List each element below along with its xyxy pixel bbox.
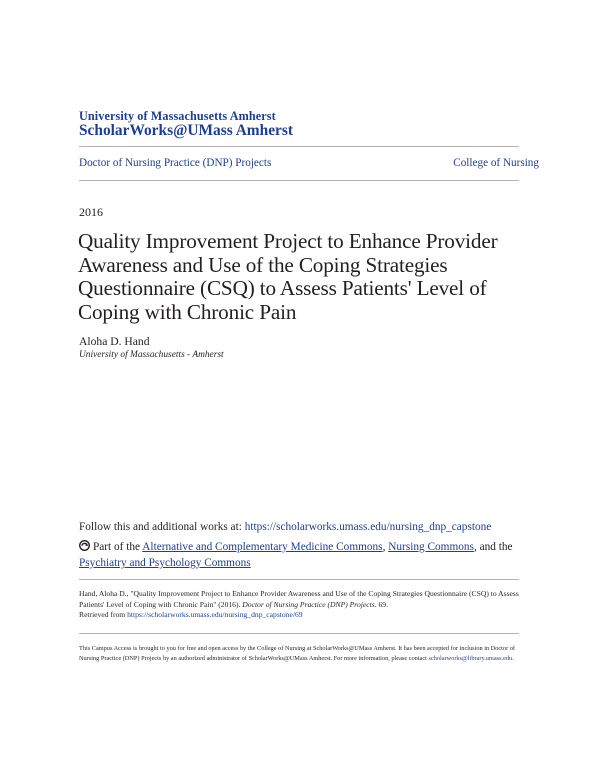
part-of-commons [79,539,529,571]
repository-name[interactable]: ScholarWorks@UMass Amherst [79,122,293,139]
divider-nav [79,180,519,181]
part-of-prefix: Part of the [93,541,143,553]
divider-citation [79,579,519,580]
publication-year: 2016 [79,205,103,219]
separator-comma: , [382,541,389,553]
notice-end: . [512,655,514,663]
follow-line [79,521,491,533]
retrieved-url-link[interactable]: https://scholarworks.umass.edu/nursing_dnp_capstone/69 [127,610,303,620]
commons-link-psychiatry[interactable]: Psychiatry and Psychology Commons [79,557,251,569]
series-link[interactable]: Doctor of Nursing Practice (DNP) Projects [79,157,272,169]
citation-number: . 69. [374,599,388,609]
follow-url-link[interactable]: https://scholarworks.umass.edu/nursing_dnp_capstone [244,521,492,533]
separator-and: , and the [473,541,513,553]
author-affiliation: University of Massachusetts - Amherst [79,350,224,360]
recommended-citation [79,589,529,621]
citation-text: Hand, Aloha D., "Quality Improvement Project to Enhance Provider Awareness and Use of the Coping Strategies Questionnaire (CSQ) to Assess Patients' Level of Coping with Chronic Pain" (2016). [79,589,519,609]
citation-series: Doctor of Nursing Practice (DNP) Projects [242,599,375,609]
follow-prefix: Follow this and additional works at: [79,521,245,533]
open-access-icon [79,540,90,551]
retrieved-prefix: Retrieved from [79,610,128,620]
commons-link-nursing[interactable]: Nursing Commons [388,541,474,553]
notice-text: This Campus Access is brought to you for free and open access by the College of Nursing at ScholarWorks@UMass Amherst. It has been accepted for inclusion in Doctor of Nursing Practice (DNP) Projects by an authorized administrator of ScholarWorks@UMass Amherst. For more information, please contact [79,645,516,663]
paper-title: Quality Improvement Project to Enhance Provider Awareness and Use of the Coping Strategies Questionnaire (CSQ) to Assess Patients' Level of Coping with Chronic Pain [78,229,498,324]
university-name[interactable]: University of Massachusetts Amherst [79,109,276,123]
contact-email-link[interactable]: scholarworks@library.umass.edu [428,655,513,663]
author-name: Aloha D. Hand [79,335,150,348]
divider-notice [79,633,519,634]
college-link[interactable]: College of Nursing [453,157,539,169]
commons-link-alternative-medicine[interactable]: Alternative and Complementary Medicine Commons [142,541,383,553]
divider-top [79,146,519,147]
access-notice [79,644,529,665]
